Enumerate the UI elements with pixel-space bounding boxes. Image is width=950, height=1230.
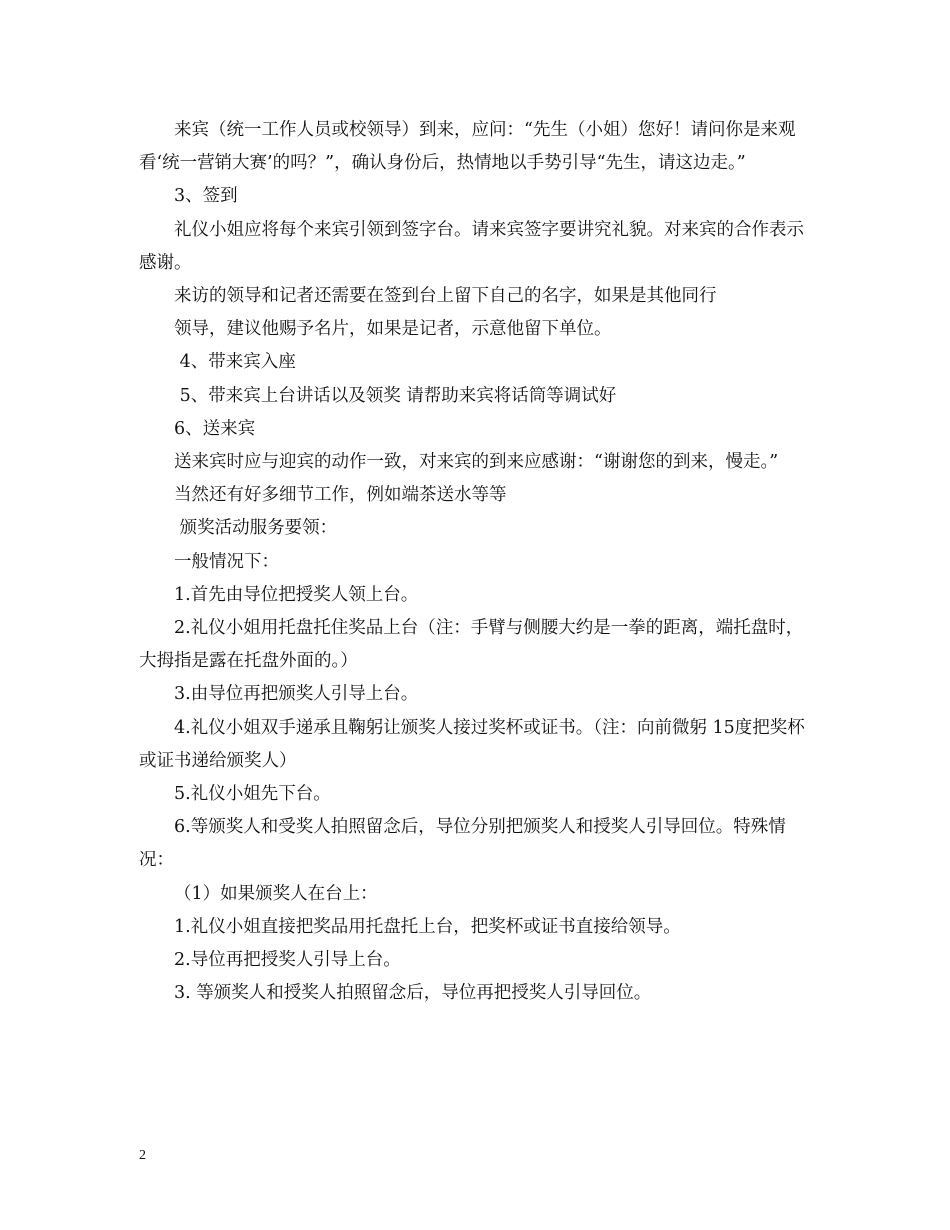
paragraph-see-off: 送来宾时应与迎宾的动作一致，对来宾的到来应感谢：“谢谢您的到来，慢走。” <box>174 452 779 473</box>
heading-general-case: 一般情况下： <box>174 551 279 572</box>
heading-special-case-1: （1）如果颁奖人在台上： <box>174 883 378 904</box>
list-item-special-1: 1.礼仪小姐直接把奖品用托盘托上台，把奖杯或证书直接给领导。 <box>174 916 681 937</box>
list-item-general-6: 6.等颁奖人和受奖人拍照留念后，导位分别把颁奖人和授奖人引导回位。特殊情况： <box>139 817 786 871</box>
list-item-general-2: 2.礼仪小姐用托盘托住奖品上台（注：手臂与侧腰大约是一拳的距离，端托盘时，大拇指是露在托盘外面的。） <box>139 618 804 672</box>
heading-see-off: 6、送来宾 <box>174 418 256 439</box>
heading-award-service: 颁奖活动服务要领： <box>174 518 338 539</box>
paragraph-guest-arrival: 来宾（统一工作人员或校领导）到来，应问：“先生（小姐）您好！请问你是来观看‘统一营销大赛’的吗？”，确认身份后，热情地以手势引导“先生，请这边走。” <box>139 120 796 174</box>
list-item-special-3: 3. 等颁奖人和授奖人拍照留念后，导位再把授奖人引导回位。 <box>174 983 652 1004</box>
heading-sign-in: 3、签到 <box>174 186 238 207</box>
list-item-general-3: 3.由导位再把颁奖人引导上台。 <box>174 684 419 705</box>
document-body <box>139 114 819 1010</box>
list-item-general-5: 5.礼仪小姐先下台。 <box>174 784 331 805</box>
list-item-special-2: 2.导位再把授奖人引导上台。 <box>174 950 401 971</box>
list-item-general-4: 4.礼仪小姐双手递承且鞠躬让颁奖人接过奖杯或证书。（注：向前微躬 15度把奖杯或证书递给颁奖人） <box>139 717 805 771</box>
paragraph-details: 当然还有好多细节工作，例如端茶送水等等 <box>174 485 507 506</box>
page-number: 2 <box>139 1148 146 1163</box>
paragraph-business-card: 领导，建议他赐予名片，如果是记者，示意他留下单位。 <box>174 319 612 340</box>
paragraph-sign-in: 礼仪小姐应将每个来宾引领到签字台。请来宾签字要讲究礼貌。对来宾的合作表示感谢。 <box>139 219 804 273</box>
heading-seat-guests: 4、带来宾入座 <box>174 352 296 373</box>
paragraph-visitors-name: 来访的领导和记者还需要在签到台上留下自己的名字，如果是其他同行 <box>174 286 717 307</box>
list-item-general-1: 1.首先由导位把授奖人领上台。 <box>174 584 419 605</box>
heading-stage-speech: 5、带来宾上台讲话以及领奖 请帮助来宾将话筒等调试好 <box>174 385 617 406</box>
